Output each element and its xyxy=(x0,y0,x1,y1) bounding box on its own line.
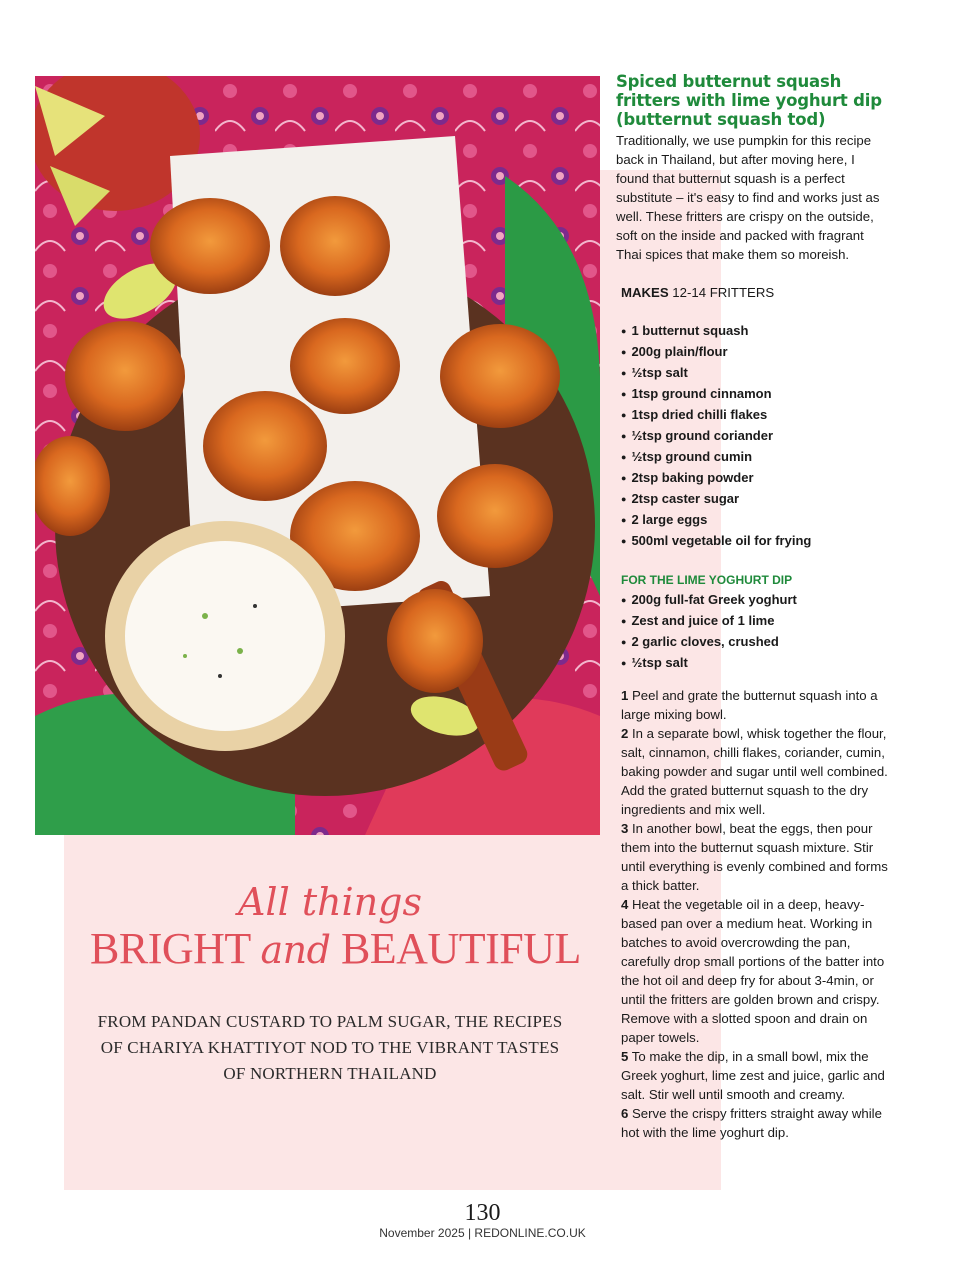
step-text: To make the dip, in a small bowl, mix the Greek yoghurt, lime zest and juice, garlic and salt. Stir well until smooth and creamy. xyxy=(621,1049,885,1102)
method-step xyxy=(621,1104,891,1142)
step-number: 5 xyxy=(621,1049,629,1064)
method-step xyxy=(621,686,891,724)
step-number: 4 xyxy=(621,897,629,912)
dip-ingredient-item: ● ½tsp salt xyxy=(621,653,891,674)
method-step xyxy=(621,724,891,819)
method-step xyxy=(621,895,891,1047)
recipe-column xyxy=(616,72,891,1142)
recipe-title: Spiced butternut squash fritters with lime yoghurt dip (butternut squash tod) xyxy=(616,72,882,129)
dip-ingredients-list xyxy=(616,590,891,674)
fritter xyxy=(280,196,390,296)
ingredient-item: ● 1tsp dried chilli flakes xyxy=(621,405,891,426)
step-number: 6 xyxy=(621,1106,629,1121)
standfirst: FROM PANDAN CUSTARD TO PALM SUGAR, THE RECIPES OF CHARIYA KHATTIYOT NOD TO THE VIBRANT TASTES OF NORTHERN THAILAND xyxy=(97,1012,563,1083)
fritter xyxy=(387,589,483,693)
step-text: Peel and grate the butternut squash into a large mixing bowl. xyxy=(621,688,878,722)
ingredient-item: ● 1tsp ground cinnamon xyxy=(621,384,891,405)
ingredients-list xyxy=(616,321,891,552)
fritters-photo xyxy=(35,76,600,835)
ingredient-item: ● 500ml vegetable oil for frying xyxy=(621,531,891,552)
ingredient-item: ● ½tsp salt xyxy=(621,363,891,384)
headline-part1: BRIGHT xyxy=(90,924,250,973)
ingredient-item: ● 2 large eggs xyxy=(621,510,891,531)
dip-ingredient-item: ● Zest and juice of 1 lime xyxy=(621,611,891,632)
dip-ingredient-item: ● 2 garlic cloves, crushed xyxy=(621,632,891,653)
dip-heading: FOR THE LIME YOGHURT DIP xyxy=(621,573,793,587)
fritter xyxy=(440,324,560,428)
ingredient-item: ● 1 butternut squash xyxy=(621,321,891,342)
makes-line xyxy=(621,283,891,302)
ingredient-item: ● ½tsp ground coriander xyxy=(621,426,891,447)
headline xyxy=(90,924,581,975)
issue-line: November 2025 | REDONLINE.CO.UK xyxy=(379,1226,586,1240)
fritter xyxy=(65,321,185,431)
ingredient-item: ● ½tsp ground cumin xyxy=(621,447,891,468)
script-line: All things xyxy=(237,880,423,924)
ingredient-item: ● 200g plain/flour xyxy=(621,342,891,363)
step-number: 3 xyxy=(621,821,629,836)
method-step xyxy=(621,1047,891,1104)
feature-intro xyxy=(90,880,581,1087)
fritter xyxy=(437,464,553,568)
method-step xyxy=(621,819,891,895)
makes-value: 12-14 FRITTERS xyxy=(672,285,775,300)
page-footer xyxy=(0,1200,965,1240)
yoghurt-dip xyxy=(125,541,325,731)
ingredient-item: ● 2tsp caster sugar xyxy=(621,489,891,510)
headline-part2: BEAUTIFUL xyxy=(340,924,581,973)
headline-and: and xyxy=(260,928,331,972)
step-number: 2 xyxy=(621,726,629,741)
fritter xyxy=(203,391,327,501)
step-text: In a separate bowl, whisk together the flour, salt, cinnamon, chilli flakes, coriander, cumin, baking powder and sugar until well combined. Add the grated butternut squash to the dry ingredients and mix well. xyxy=(621,726,888,817)
step-text: In another bowl, beat the eggs, then pour them into the butternut squash mixture. Stir until everything is evenly combined and forms a thick batter. xyxy=(621,821,888,893)
step-text: Serve the crispy fritters straight away while hot with the lime yoghurt dip. xyxy=(621,1106,882,1140)
method xyxy=(616,686,891,1142)
dip-ingredient-item: ● 200g full-fat Greek yoghurt xyxy=(621,590,891,611)
ingredient-item: ● 2tsp baking powder xyxy=(621,468,891,489)
recipe-intro: Traditionally, we use pumpkin for this recipe back in Thailand, but after moving here, I found that butternut squash is a perfect substitute – it's easy to find and works just as well. These fritters are crispy on the outside, soft on the inside and packed with fragrant Thai spices that make them so moreish. xyxy=(616,133,880,262)
step-text: Heat the vegetable oil in a deep, heavy-based pan over a medium heat. Working in batches to avoid overcrowding the pan, carefully drop small portions of the batter into the hot oil and deep fry for about 3-4min, or until the fritters are golden brown and crispy. Remove with a slotted spoon and drain on paper towels. xyxy=(621,897,885,1045)
page-number: 130 xyxy=(464,1200,501,1226)
step-number: 1 xyxy=(621,688,629,703)
makes-label: MAKES xyxy=(621,285,669,300)
fritter xyxy=(150,198,270,294)
fritter xyxy=(290,318,400,414)
